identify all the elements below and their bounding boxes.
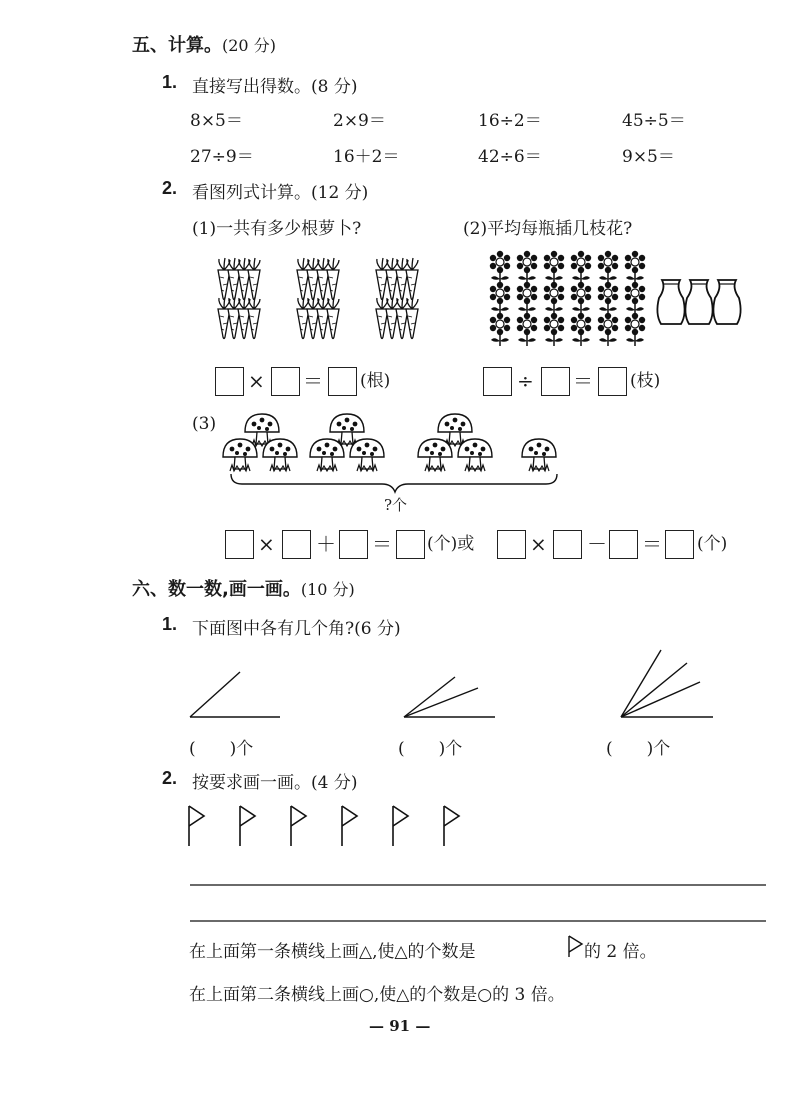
angle-answer-1[interactable]: ( )个 — [189, 739, 254, 759]
calc-item-5: 27÷9＝ — [190, 147, 254, 167]
p3-op-3: ＝ — [372, 532, 392, 556]
angle-answer-3[interactable]: ( )个 — [606, 739, 671, 759]
answer-box-p3-c[interactable] — [339, 530, 368, 559]
calc-item-6: 16＋2＝ — [333, 147, 400, 167]
calc-item-2: 2×9＝ — [333, 111, 386, 131]
p3-op-7: ＝ — [642, 532, 662, 556]
p1-equals-sign: ＝ — [303, 369, 323, 393]
p3-op-5: × — [530, 532, 547, 556]
part1-label: (1)一共有多少根萝卜? — [192, 219, 362, 239]
drawing-instruction-1b: 的 2 倍。 — [584, 942, 657, 962]
answer-box-p1-a[interactable] — [215, 367, 244, 396]
part3-label: (3) — [192, 414, 217, 434]
angle-figure-1 — [190, 672, 280, 717]
p2-equals-sign: ＝ — [573, 369, 593, 393]
answer-box-p3-a[interactable] — [225, 530, 254, 559]
answer-box-p2-b[interactable] — [541, 367, 570, 396]
page-number: — 91 — — [369, 1017, 431, 1035]
section-five-title: 五、计算。 — [132, 35, 222, 56]
calc-item-1: 8×5＝ — [190, 111, 243, 131]
q1-instruction: 直接写出得数。(8 分) — [192, 77, 358, 97]
p3-op-8: (个) — [697, 534, 728, 554]
answer-box-p3-f[interactable] — [553, 530, 582, 559]
q1-number: 1. — [162, 72, 178, 92]
p2-unit: (枝) — [630, 371, 661, 391]
answer-box-p3-e[interactable] — [497, 530, 526, 559]
carrot-group-2 — [297, 258, 339, 339]
calc-item-7: 42÷6＝ — [478, 147, 542, 167]
mushroom-group-1 — [223, 414, 297, 471]
section-six-heading — [132, 575, 355, 601]
p3-op-2: ＋ — [316, 532, 336, 556]
answer-box-p3-h[interactable] — [665, 530, 694, 559]
answer-box-p3-d[interactable] — [396, 530, 425, 559]
flower-grid — [490, 251, 645, 346]
answer-box-p1-c[interactable] — [328, 367, 357, 396]
angle-figure-3 — [621, 650, 713, 717]
carrot-group-3 — [376, 258, 418, 339]
p3-op-1: × — [258, 532, 275, 556]
drawing-instruction-2: 在上面第二条横线上画○,使△的个数是○的 3 倍。 — [189, 985, 565, 1005]
mushroom-group-2 — [310, 414, 384, 471]
s6-q1-number: 1. — [162, 614, 178, 634]
angle-answer-2[interactable]: ( )个 — [398, 739, 463, 759]
s6-q2-number: 2. — [162, 768, 178, 788]
section-six-title: 六、数一数,画一画。 — [132, 579, 301, 600]
p3-op-6: － — [587, 532, 607, 556]
q2-number: 2. — [162, 178, 178, 198]
mushroom-group-3 — [418, 414, 492, 471]
answer-box-p2-c[interactable] — [598, 367, 627, 396]
vase-group — [657, 280, 740, 324]
s6-q2-instruction: 按要求画一画。(4 分) — [192, 773, 358, 793]
flag-row — [189, 806, 459, 846]
mushroom-single — [522, 439, 556, 471]
answer-box-p3-g[interactable] — [609, 530, 638, 559]
s6-q1-instruction: 下面图中各有几个角?(6 分) — [192, 619, 401, 639]
section-six-points: (10 分) — [300, 580, 355, 599]
part2-label: (2)平均每瓶插几枝花? — [463, 219, 633, 239]
carrot-group-1 — [218, 258, 260, 339]
angle-figure-2 — [404, 677, 495, 717]
answer-box-p2-a[interactable] — [483, 367, 512, 396]
answer-box-p1-b[interactable] — [271, 367, 300, 396]
drawing-instruction-1a: 在上面第一条横线上画△,使△的个数是 — [189, 942, 476, 962]
calc-item-8: 9×5＝ — [622, 147, 675, 167]
p2-divide-sign: ÷ — [517, 369, 534, 393]
p1-unit: (根) — [360, 371, 391, 391]
brace-label: ?个 — [384, 496, 408, 514]
inline-flag-icon — [569, 936, 582, 957]
calc-item-4: 45÷5＝ — [622, 111, 686, 131]
answer-box-p3-b[interactable] — [282, 530, 311, 559]
p3-op-4: (个)或 — [427, 534, 475, 554]
p1-times-sign: × — [248, 369, 265, 393]
calc-item-3: 16÷2＝ — [478, 111, 542, 131]
q2-instruction: 看图列式计算。(12 分) — [192, 183, 369, 203]
section-five-points: (20 分) — [222, 36, 276, 55]
curly-brace — [231, 474, 557, 492]
